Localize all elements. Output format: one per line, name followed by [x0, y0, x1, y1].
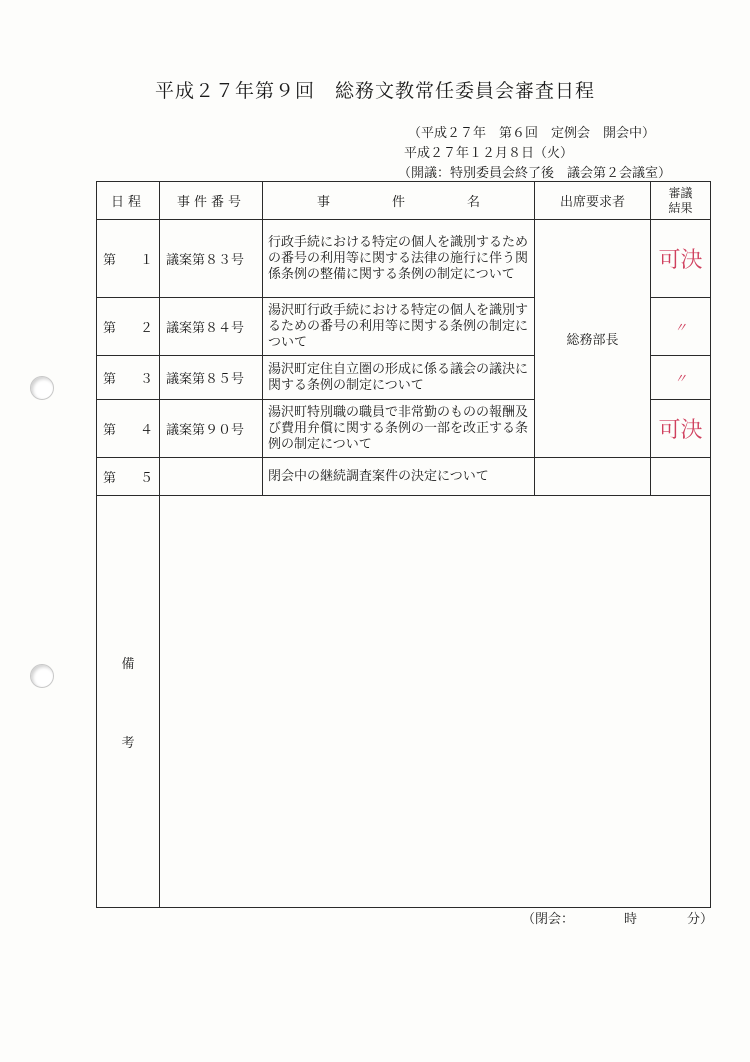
closing-time [522, 908, 713, 927]
notes-row [97, 496, 711, 908]
requester-cell: 総務部長 [535, 220, 651, 458]
case-number: 議案第９０号 [160, 400, 263, 458]
closing-hour: 時 [624, 912, 638, 927]
header-case-a: 事 [316, 195, 330, 210]
case-name: 行政手続における特定の個人を識別するための番号の利用等に関する法律の施行に伴う関係条例の整備に関する条例の制定について [263, 220, 535, 298]
day-prefix: 第 [103, 471, 117, 486]
punch-hole [30, 376, 54, 400]
day-number: ４ [140, 423, 154, 438]
meeting-date: 平成２７年１２月８日（火） [404, 146, 574, 161]
case-name: 湯沢町行政手続における特定の個人を識別するための番号の利用等に関する条例の制定について [263, 298, 535, 356]
table-row [97, 458, 711, 496]
document-title: 平成２７年第９回 総務文教常任委員会審査日程 [154, 80, 595, 102]
day-cell [97, 458, 160, 496]
day-number: １ [140, 253, 154, 268]
result-cell: 〃 [651, 356, 711, 400]
venue-info: （開議：特別委員会終了後 議会第２会議室） [398, 166, 672, 181]
header-requester: 出席要求者 [535, 182, 651, 220]
day-prefix: 第 [103, 372, 117, 387]
schedule-table [96, 181, 711, 908]
case-number [160, 458, 263, 496]
closing-label: （閉会： [522, 912, 575, 927]
day-cell [97, 220, 160, 298]
day-number: ３ [140, 372, 154, 387]
result-cell: 可決 [651, 400, 711, 458]
header-result-2: 結果 [668, 200, 693, 215]
case-number: 議案第８５号 [160, 356, 263, 400]
requester-cell-empty [535, 458, 651, 496]
day-prefix: 第 [103, 253, 117, 268]
header-case-b: 件 [391, 195, 405, 210]
day-prefix: 第 [103, 423, 117, 438]
day-cell [97, 356, 160, 400]
header-case [263, 182, 535, 220]
case-name: 閉会中の継続調査案件の決定について [263, 458, 535, 496]
notes-label [97, 496, 160, 908]
header-result-1: 審議 [668, 185, 693, 200]
session-info: （平成２７年 第６回 定例会 開会中） [408, 126, 656, 141]
day-cell [97, 298, 160, 356]
punch-hole [30, 664, 54, 688]
notes-label-1: 備 [121, 656, 135, 672]
case-name: 湯沢町定住自立圏の形成に係る議会の議決に関する条例の制定について [263, 356, 535, 400]
day-cell [97, 400, 160, 458]
header-case-c: 名 [467, 195, 481, 210]
header-number: 事件番号 [160, 182, 263, 220]
result-cell: 可決 [651, 220, 711, 298]
day-number: ５ [140, 471, 154, 486]
header-day: 日程 [97, 182, 160, 220]
table-header-row [97, 182, 711, 220]
result-cell [651, 458, 711, 496]
table-row [97, 220, 711, 298]
case-name: 湯沢町特別職の職員で非常勤のものの報酬及び費用弁償に関する条例の一部を改正する条例の制定について [263, 400, 535, 458]
notes-area [160, 496, 711, 908]
header-result [651, 182, 711, 220]
case-number: 議案第８３号 [160, 220, 263, 298]
day-prefix: 第 [103, 321, 117, 336]
case-number: 議案第８４号 [160, 298, 263, 356]
notes-label-2: 考 [121, 735, 135, 751]
day-number: ２ [140, 321, 154, 336]
closing-minute: 分） [687, 912, 714, 927]
result-cell: 〃 [651, 298, 711, 356]
